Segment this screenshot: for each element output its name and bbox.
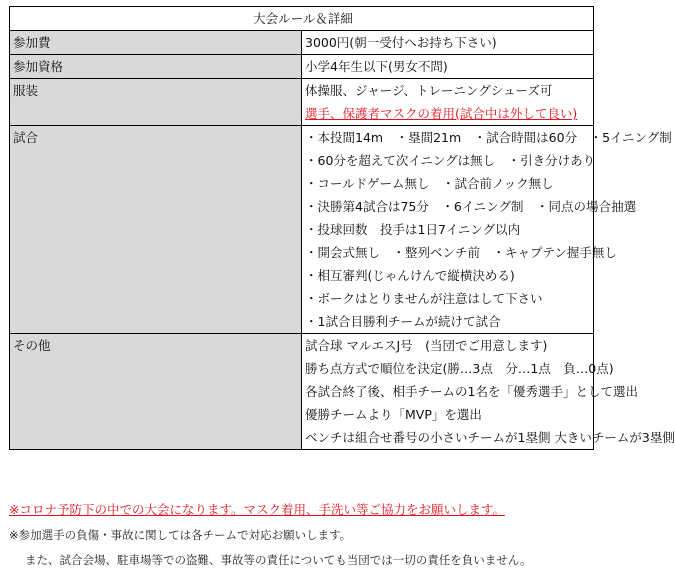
eligibility-line: 小学4年生以下(男女不問) <box>305 59 448 74</box>
eligibility-label: 参加資格 <box>10 55 302 79</box>
match-rule-line: ・コールドゲーム無し ・試合前ノック無し <box>305 176 554 191</box>
attire-row <box>10 79 594 126</box>
attire-value <box>302 79 594 126</box>
other-value <box>302 334 675 450</box>
match-rule-line: ・60分を超えて次イニングは無し ・引き分けあり <box>305 153 596 168</box>
fee-line: 3000円(朝一受付へお持ち下さい) <box>305 35 497 50</box>
fee-label: 参加費 <box>10 31 302 55</box>
liability-note-1: ※参加選手の負傷・事故に関しては各チームで対応お願いします。 <box>9 528 352 542</box>
match-rule-line: ・相互審判(じゃんけんで縦横決める) <box>305 268 515 283</box>
other-rule-line: 優勝チームより「MVP」を選出 <box>305 407 482 422</box>
other-rule-line: ベンチは組合せ番号の小さいチームが1塁側 大きいチームが3塁側 <box>305 430 675 445</box>
other-rule-line: 勝ち点方式で順位を決定(勝…3点 分…1点 負…0点) <box>305 361 614 376</box>
match-label: 試合 <box>10 126 302 334</box>
mask-rule-line <box>305 102 593 125</box>
table-title: 大会ルール＆詳細 <box>10 7 594 31</box>
attire-label: 服装 <box>10 79 302 126</box>
match-value <box>302 126 672 334</box>
other-rule-line: 試合球 マルエスJ号 (当団でご用意します) <box>305 338 548 353</box>
covid-notice-text: ※コロナ予防下の中での大会になります。マスク着用、手洗い等ご協力をお願いします。 <box>9 502 505 517</box>
eligibility-value <box>302 55 594 79</box>
match-rule-line: ・本投間14m ・塁間21m ・試合時間は60分 ・5イニング制 <box>305 130 672 145</box>
match-rule-line: ・決勝第4試合は75分 ・6イニング制 ・同点の場合抽選 <box>305 199 637 214</box>
match-row <box>10 126 594 334</box>
liability-note-2: また、試合会場、駐車場等での盗難、事故等の責任についても当団では一切の責任を負いません。 <box>25 553 532 567</box>
fee-row <box>10 31 594 55</box>
other-rule-line: 各試合終了後、相手チームの1名を「優秀選手」として選出 <box>305 384 638 399</box>
match-rule-line: ・開会式無し ・整列ベンチ前 ・キャプテン握手無し <box>305 245 617 260</box>
rules-table <box>9 6 675 450</box>
covid-notice <box>9 500 505 520</box>
mask-rule-text: 選手、保護者マスクの着用(試合中は外して良い) <box>305 106 578 121</box>
title-row <box>10 7 594 31</box>
fee-value <box>302 31 594 55</box>
match-rule-line: ・1試合目勝利チームが続けて試合 <box>305 314 501 329</box>
attire-line: 体操服、ジャージ、トレーニングシューズ可 <box>305 83 553 98</box>
other-row <box>10 334 594 450</box>
eligibility-row <box>10 55 594 79</box>
match-rule-line: ・ボークはとりませんが注意はして下さい <box>305 291 543 306</box>
match-rule-line: ・投球回数 投手は1日7イニング以内 <box>305 222 521 237</box>
other-label: その他 <box>10 334 302 450</box>
